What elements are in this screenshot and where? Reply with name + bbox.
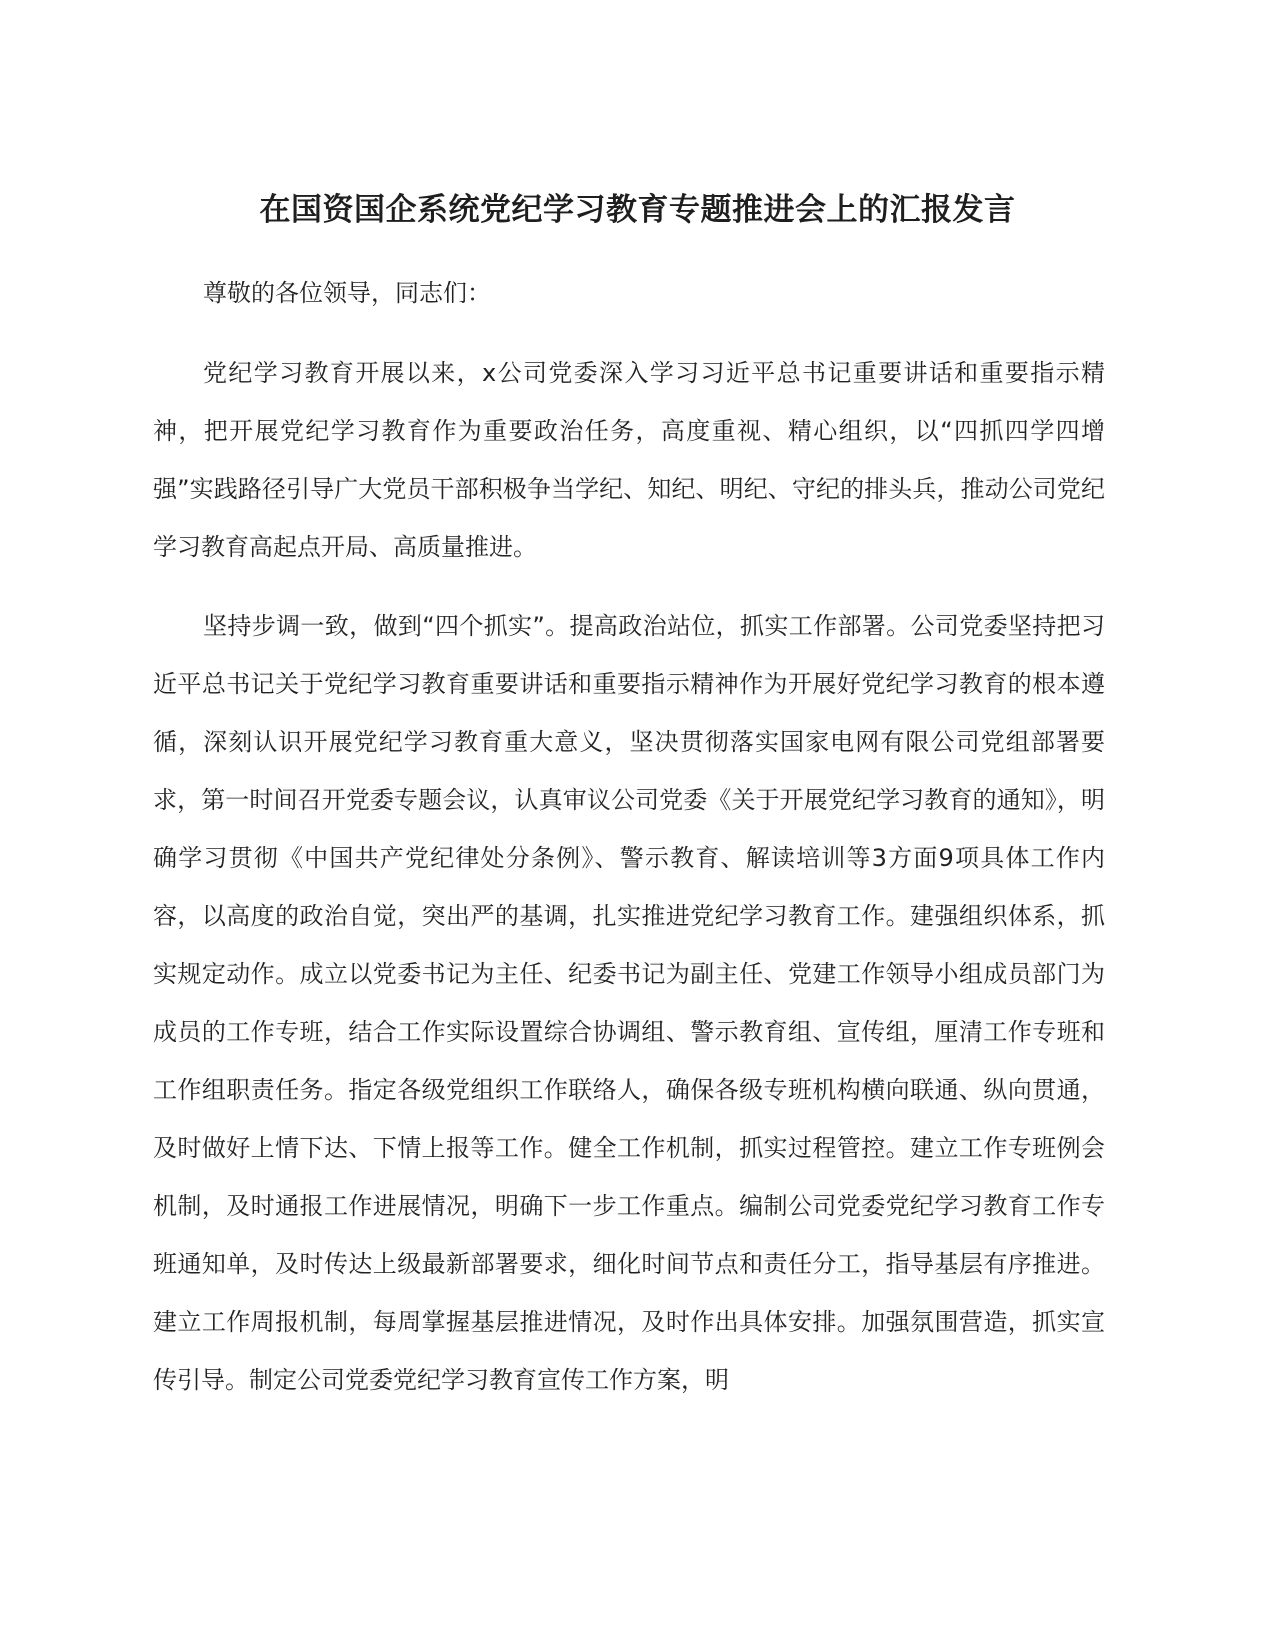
- paragraph-four-implementations: 坚持步调一致，做到“四个抓实”。提高政治站位，抓实工作部署。公司党委坚持把习近平总书记关于党纪学习教育重要讲话和重要指示精神作为开展好党纪学习教育的根本遵循，深刻认识开展党纪学习教育重大意义，坚决贯彻落实国家电网有限公司党组部署要求，第一时间召开党委专题会议，认真审议公司党委《关于开展党纪学习教育的通知》，明确学习贯彻《中国共产党纪律处分条例》、警示教育、解读培训等3方面9项具体工作内容，以高度的政治自觉，突出严的基调，扎实推进党纪学习教育工作。建强组织体系，抓实规定动作。成立以党委书记为主任、纪委书记为副主任、党建工作领导小组成员部门为成员的工作专班，结合工作实际设置综合协调组、警示教育组、宣传组，厘清工作专班和工作组职责任务。指定各级党组织工作联络人，确保各级专班机构横向联通、纵向贯通，及时做好上情下达、下情上报等工作。健全工作机制，抓实过程管控。建立工作专班例会机制，及时通报工作进展情况，明确下一步工作重点。编制公司党委党纪学习教育工作专班通知单，及时传达上级最新部署要求，细化时间节点和责任分工，指导基层有序推进。建立工作周报机制，每周掌握基层推进情况，及时作出具体安排。加强氛围营造，抓实宣传引导。制定公司党委党纪学习教育宣传工作方案，明: [153, 612, 1105, 1394]
- document-title: 在国资国企系统党纪学习教育专题推进会上的汇报发言: [259, 192, 1016, 228]
- paragraph-intro: 党纪学习教育开展以来，x公司党委深入学习习近平总书记重要讲话和重要指示精神，把开展党纪学习教育作为重要政治任务，高度重视、精心组织，以“四抓四学四增强”实践路径引导广大党员干部积极争当学纪、知纪、明纪、守纪的排头兵，推动公司党纪学习教育高起点开局、高质量推进。: [153, 359, 1105, 561]
- salutation: 尊敬的各位领导，同志们：: [203, 279, 491, 307]
